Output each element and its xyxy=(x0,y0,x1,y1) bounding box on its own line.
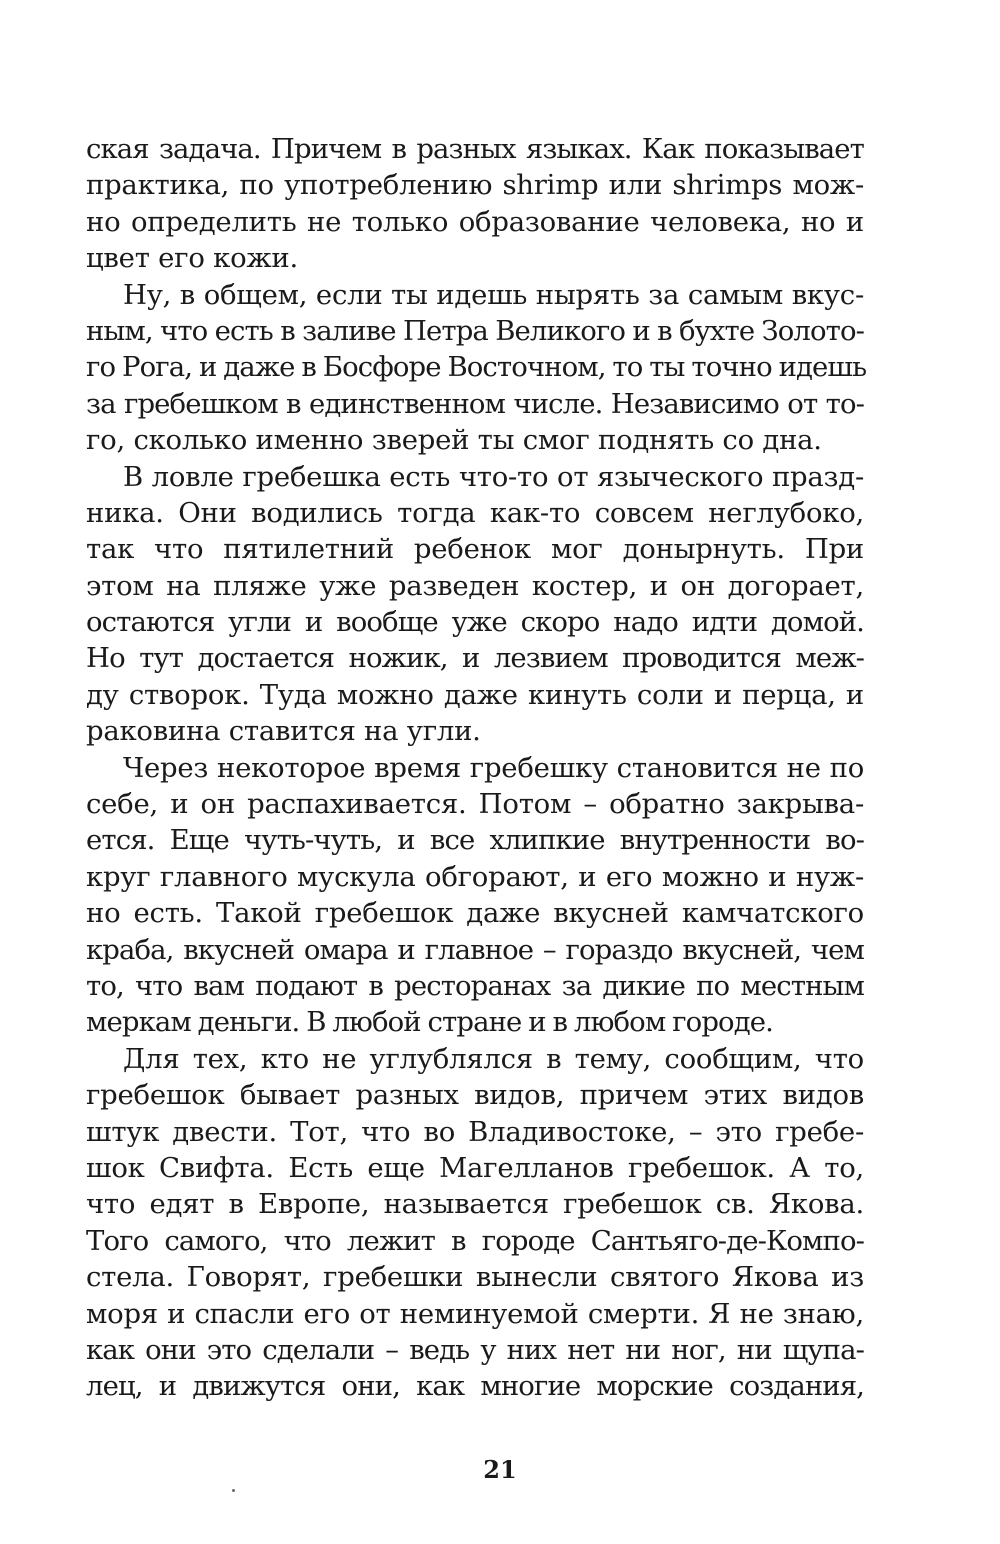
text-line: го Рога, и даже в Босфоре Восточном, то ты точно идешь xyxy=(86,351,867,384)
text-line: В ловле гребешка есть что-то от языческого празд- xyxy=(123,460,864,493)
print-speck xyxy=(232,1489,235,1492)
body-text xyxy=(86,131,867,1405)
text-line: то, что вам подают в ресторанах за дикие по местным xyxy=(86,969,864,1002)
text-line: практика, по употреблению shrimp или shrimps мож- xyxy=(86,169,864,202)
text-line: ду створок. Туда можно даже кинуть соли и перца, и xyxy=(86,678,864,711)
paragraph-2 xyxy=(86,277,867,459)
paragraph-1 xyxy=(86,131,864,277)
text-line: что едят в Европе, называется гребешок св. Якова. xyxy=(86,1188,864,1221)
text-line: себе, и он распахивается. Потом – обратно закрыва- xyxy=(86,788,864,821)
text-line: круг главного мускула обгорают, и его можно и нуж- xyxy=(86,860,864,893)
text-line: моря и спасли его от неминуемой смерти. Я не знаю, xyxy=(86,1297,864,1330)
text-line: цвет его кожи. xyxy=(86,242,298,275)
text-line: го, сколько именно зверей ты смог поднять со дна. xyxy=(86,424,822,457)
text-line: Через некоторое время гребешку становится не по xyxy=(123,751,864,784)
text-line: ника. Они водились тогда как-то совсем неглубоко, xyxy=(86,496,864,529)
paragraph-3 xyxy=(86,459,864,750)
text-line: лец, и движутся они, как многие морские создания, xyxy=(86,1370,864,1403)
text-line: остаются угли и вообще уже скоро надо идти домой. xyxy=(86,606,864,639)
text-line: раковина ставится на угли. xyxy=(86,715,481,748)
text-line: Для тех, кто не углублялся в тему, сообщим, что xyxy=(123,1042,864,1075)
text-line: ская задача. Причем в разных языках. Как показывает xyxy=(86,133,864,165)
text-line: меркам деньги. В любой стране и в любом городе. xyxy=(86,1006,773,1039)
text-line: штук двести. Тот, что во Владивостоке, – это гребе- xyxy=(86,1115,864,1148)
text-line: за гребешком в единственном числе. Независимо от то- xyxy=(86,387,864,420)
text-line: но есть. Такой гребешок даже вкусней камчатского xyxy=(86,897,864,930)
text-line: Ну, в общем, если ты идешь нырять за самым вкус- xyxy=(123,278,864,311)
text-line: шок Свифта. Есть еще Магелланов гребешок. А то, xyxy=(86,1151,864,1184)
text-line: как они это сделали – ведь у них нет ни ног, ни щупа- xyxy=(86,1333,864,1366)
text-line: Но тут достается ножик, и лезвием проводится меж- xyxy=(86,642,864,675)
text-line: краба, вкусней омара и главное – гораздо вкусней, чем xyxy=(86,933,864,966)
text-line: Того самого, что лежит в городе Сантьяго-де-Компо- xyxy=(86,1224,864,1257)
text-line: стела. Говорят, гребешки вынесли святого Якова из xyxy=(86,1261,864,1294)
text-line: так что пятилетний ребенок мог донырнуть. При xyxy=(86,533,864,566)
text-line: но определить не только образование человека, но и xyxy=(86,205,864,238)
text-line: ется. Еще чуть-чуть, и все хлипкие внутренности во- xyxy=(86,824,864,857)
paragraph-5 xyxy=(86,1041,864,1405)
text-line: гребешок бывает разных видов, причем этих видов xyxy=(86,1079,864,1112)
text-line: этом на пляже уже разведен костер, и он догорает, xyxy=(86,569,864,602)
page-number: 21 xyxy=(483,1455,517,1484)
paragraph-4 xyxy=(86,750,864,1041)
text-line: ным, что есть в заливе Петра Великого и в бухте Золото- xyxy=(86,314,864,347)
